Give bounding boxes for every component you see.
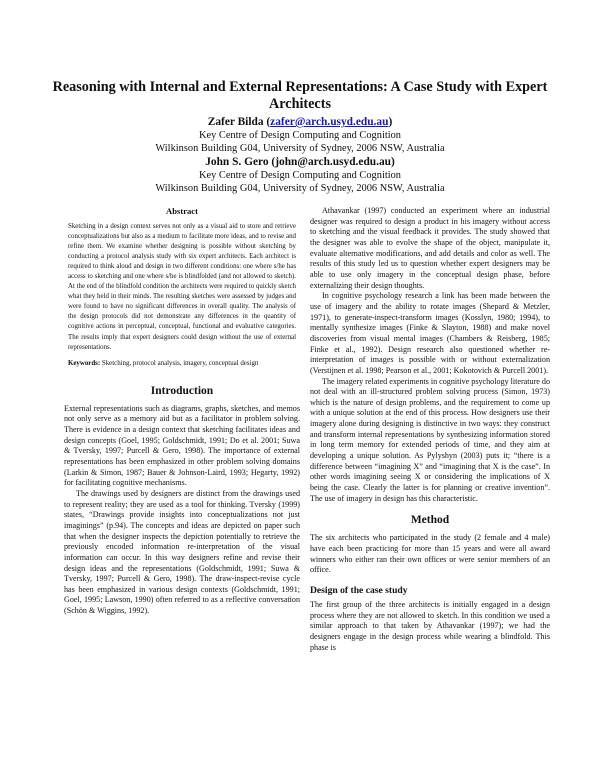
introduction-heading: Introduction: [150, 384, 214, 397]
introduction-paragraph-2: The drawings used by designers are distinct from the drawings used to represent reality; they are used as a tool for thinking. Tversky (1999) states, “Drawings provide insights into conceptualizations not just imaginings” (p.94). The concepts and ideas are depicted on paper such that when the designer inspects the depiction potentially to retrieve the previously encoded information re-interpretation of the visual information can occur. In this way designers refine and revise their design ideas and the representations (Goldschmidt, 1991; Suwa & Tversky, 1997; Purcell & Gero, 1998). The draw-inspect-revise cycle has been emphasized in various design contexts (Goldschmidt, 1991; Goel, 1995; Lawson, 1990) often referred to as a reflective conversation (Schön & Wiggins, 1992).: [64, 488, 300, 616]
right-column: [310, 206, 550, 653]
section-gap: [310, 504, 550, 514]
author-2-affiliation-2: Wilkinson Building G04, University of Sydney, 2006 NSW, Australia: [155, 183, 445, 195]
author-2-name: John S. Gero (john@arch.usyd.edu.au): [205, 155, 395, 168]
keywords: [64, 359, 300, 369]
right-paragraph-1: Athavankar (1997) conducted an experiment where an industrial designer was required to design a product in his imagery without access to sketching and the visual feedback it provides. The study showed that the designer was able to evolve the shape of the object, manipulate it, evaluate alternative modifications, and add details and color as well. The results of this study led us to question whether expert designers may be able to use only imagery in the conceptual design phase, before externalizing their design thoughts.: [310, 206, 550, 290]
right-paragraph-2: In cognitive psychology research a link has been made between the use of imagery and the ability to rotate images (Shepard & Metzler, 1971), to generate-inspect-transform images (Kosslyn, 1980; 1994), to mentally synthesize images (Finke & Slayton, 1988) and make novel discoveries from visual mental images (Chambers & Reisberg, 1985; Finke et al., 1992). Design research also questioned whether re-interpretation of images is possible with or without externalization (Verstijnen et al. 1998; Pearson et al., 2001; Kokotovich & Purcell 2001).: [310, 291, 550, 375]
design-subheading: Design of the case study: [310, 585, 408, 596]
abstract-text: Sketching in a design context serves not only as a visual aid to store and retrieve conceptualizations but also as a medium to facilitate more ideas, and to revise and refine them. We examine whether designing is possible without sketching by conducting a protocol analysis study with six expert architects. Each architect is required to think aloud and design in two different conditions: one where s/he has access to sketching and one where s/he is blindfolded (and not allowed to sketch). At the end of the blindfold condition the architects were required to quickly sketch what they held in their minds. The resulting sketches were assessed by judges and were found to have no significant differences in overall quality. The analysis of the design protocols did not demonstrate any differences in the quantity of cognitive actions in perceptual, conceptual, functional and evaluative categories. The results imply that expert designers could design without the use of external representations.: [68, 223, 296, 351]
keywords-text: Sketching, protocol analysis, imagery, conceptual design: [100, 359, 259, 367]
right-paragraph-3: The imagery related experiments in cognitive psychology literature do not deal with an ill-structured problem solving process (Simon, 1973) which is the nature of design problems, and the requirement to come up with a unique solution at the end of this process. How designers use their imagery alone during designing is distinctive in two ways: they construct and transform internal representations by synthesizing information stored in long term memory for extended periods of time, and they aim at developing a unique solution. As Pylyshyn (2003) puts it; “there is a difference between “imagining X” and “imagining that X is the case”. In other words imagining seeing X or considering the implications of X being the case. Clearly the latter is for planning or creative invention”. The use of imagery in design has this characteristic.: [310, 376, 550, 503]
method-heading: Method: [410, 514, 450, 527]
author-1-affiliation-1: Key Centre of Design Computing and Cognition: [198, 130, 402, 142]
abstract-heading: Abstract: [166, 206, 198, 216]
introduction-paragraph-1: External representations such as diagrams, graphs, sketches, and memos not only serve as a memory aid but as a facilitator in problem solving. There is evidence in a design context that sketching facilitates ideas and design concepts (Goel, 1995; Goldschmidt, 1991; Do et al. 2001; Suwa & Tversky, 1997; Purcell & Gero, 1998). The importance of external representations has been emphasized in other problem solving domains (Larkin & Simon, 1987; Bauer & Johnson-Laird, 1993; Hegarty, 1992) for facilitating cognitive mechanisms.: [64, 403, 300, 488]
author-2-affiliation-1: Key Centre of Design Computing and Cognition: [198, 169, 402, 181]
keywords-label: Keywords:: [68, 359, 101, 367]
author-1-email-link[interactable]: zafer@arch.usyd.edu.au: [270, 116, 389, 128]
method-paragraph: The six architects who participated in the study (2 female and 4 male) have each been practicing for more than 15 years and were all award winners who either ran their own offices or were senior members of an office.: [310, 533, 550, 575]
author-block: [40, 116, 560, 195]
design-paragraph: The first group of the three architects is initially engaged in a design process where they are not allowed to sketch. In this condition we used a similar approach to that taken by Athavankar (1997); we had the designers engage in the design process while wearing a blindfold. This phase is: [310, 600, 550, 652]
author-1-name: Zafer Bilda (: [207, 116, 271, 128]
author-1-close: ): [388, 116, 393, 128]
author-1: [40, 116, 560, 129]
left-column: [64, 206, 300, 617]
paper-title: Reasoning with Internal and External Representations: A Case Study with Expert Architects: [52, 79, 548, 112]
author-1-affiliation-2: Wilkinson Building G04, University of Sydney, 2006 NSW, Australia: [155, 143, 445, 155]
